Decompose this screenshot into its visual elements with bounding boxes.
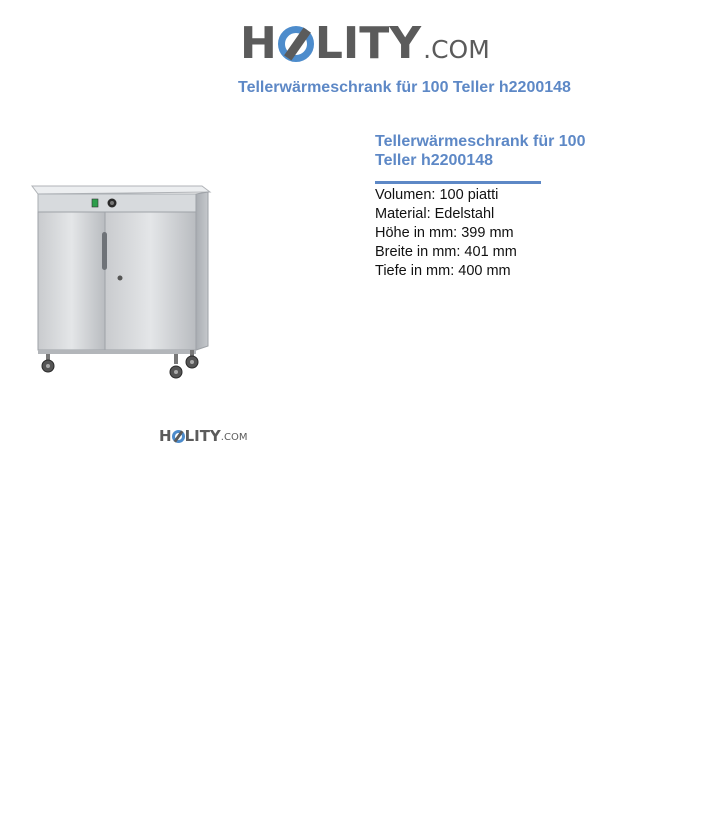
plate-warmer-cabinet-icon <box>20 150 220 390</box>
small-logo-suffix: .COM <box>220 432 248 443</box>
spec-material: Material: Edelstahl <box>375 206 495 222</box>
small-logo-text-left: H <box>159 427 172 445</box>
small-logo-o-mark-icon <box>172 430 185 443</box>
site-logo[interactable] <box>240 14 490 69</box>
product-heading: Tellerwärmeschrank für 100 Teller h2200148 <box>375 133 586 169</box>
heading-divider <box>375 181 541 184</box>
small-logo-text-right: LITY <box>184 427 221 445</box>
logo-text-right: LITY <box>314 18 422 69</box>
spec-width: Breite in mm: 401 mm <box>375 244 517 260</box>
spec-height: Höhe in mm: 399 mm <box>375 225 514 241</box>
spec-depth: Tiefe in mm: 400 mm <box>375 263 511 279</box>
product-image-watermark-logo <box>159 428 247 444</box>
spec-volume: Volumen: 100 piatti <box>375 187 499 203</box>
logo-text-left: H <box>240 18 277 69</box>
logo-suffix: .COM <box>423 35 490 64</box>
logo-o-mark-icon <box>278 26 314 62</box>
product-specs <box>375 186 517 281</box>
page-title: Tellerwärmeschrank für 100 Teller h2200148 <box>238 79 571 96</box>
